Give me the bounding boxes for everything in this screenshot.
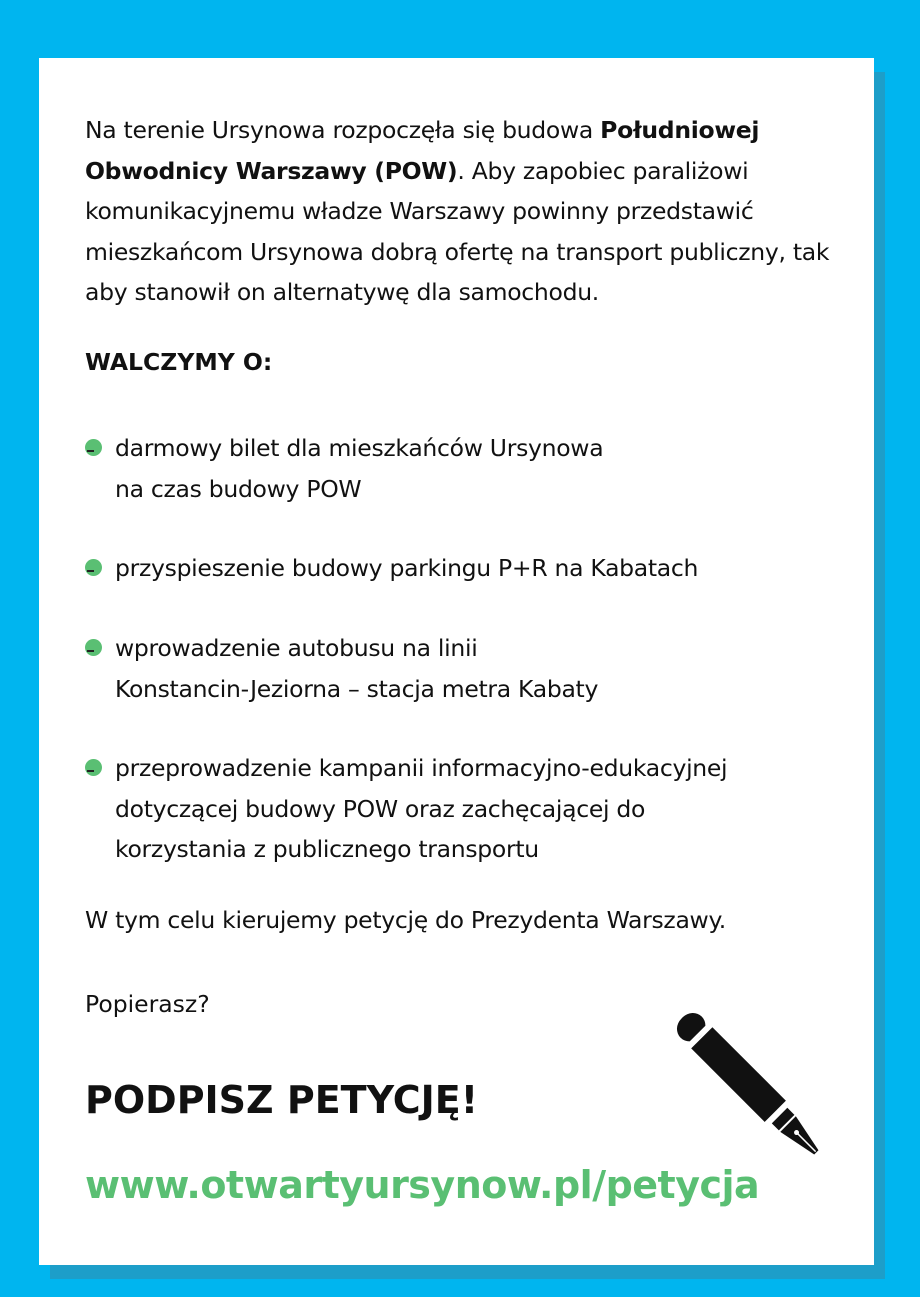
demand-line: przeprowadzenie kampanii informacyjno-edukacyjnej <box>115 754 728 782</box>
intro-paragraph <box>85 110 860 313</box>
petition-card <box>39 58 874 1265</box>
demand-item <box>85 748 845 870</box>
fountain-pen-icon <box>667 1003 837 1173</box>
intro-text-start: Na terenie Ursynowa rozpoczęła się budowa <box>85 116 601 144</box>
demand-line: Konstancin-Jeziorna – stacja metra Kabaty <box>115 674 599 703</box>
list-heading: WALCZYMY O: <box>85 348 273 376</box>
question-text: Popierasz? <box>85 990 210 1018</box>
demand-line: na czas budowy POW <box>115 474 362 503</box>
intro-text-end: . Aby zapobiec paraliżowi komunikacyjnemu władze Warszawy powinny przedstawić mieszkańcom Ursynowa dobrą ofertę na transport publiczny, tak aby stanowił on alternatywę dla samochodu. <box>85 156 830 306</box>
closing-text: W tym celu kierujemy petycję do Prezydenta Warszawy. <box>85 906 726 934</box>
demand-item <box>85 628 845 709</box>
demand-line: przyspieszenie budowy parkingu P+R na Kabatach <box>115 554 699 582</box>
demand-line: dotyczącej budowy POW oraz zachęcającej do <box>115 794 646 823</box>
demand-line: wprowadzenie autobusu na linii <box>115 634 478 662</box>
demand-item <box>85 548 845 589</box>
bullet-icon <box>85 759 102 776</box>
bullet-icon <box>85 439 102 456</box>
petition-link[interactable]: www.otwartyursynow.pl/petycja <box>85 1163 760 1207</box>
intro-highlight: Południowej Obwodnicy Warszawy (POW) <box>85 116 760 185</box>
demand-line: darmowy bilet dla mieszkańców Ursynowa <box>115 434 604 462</box>
demand-line: korzystania z publicznego transportu <box>115 835 539 863</box>
call-to-action: PODPISZ PETYCJĘ! <box>85 1078 479 1122</box>
bullet-icon <box>85 639 102 656</box>
demand-item <box>85 428 845 509</box>
bullet-icon <box>85 559 102 576</box>
